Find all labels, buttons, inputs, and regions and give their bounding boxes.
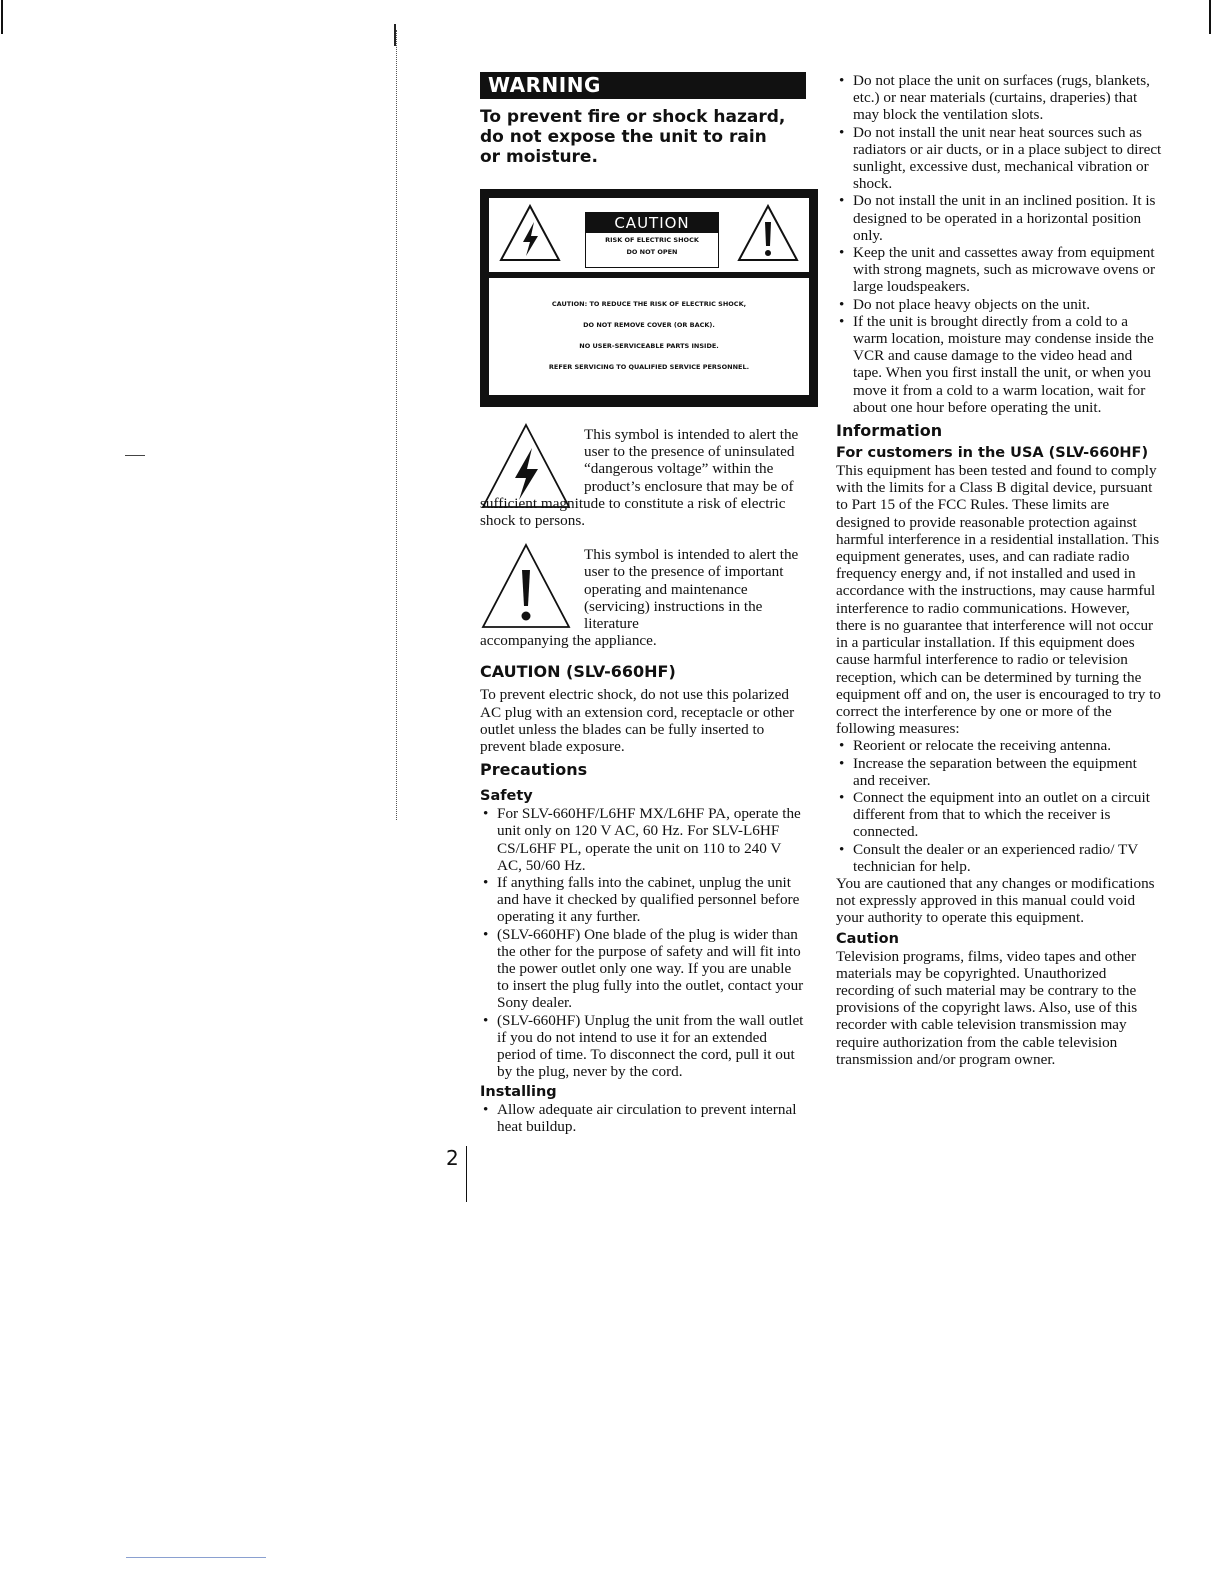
page-number: 2 xyxy=(446,1146,459,1170)
caution-label-inner xyxy=(585,212,719,268)
scan-bottom-line xyxy=(126,1557,266,1558)
exclamation-triangle-icon xyxy=(480,542,572,630)
list-item: • If anything falls into the cabinet, unplug the unit and have it checked by qualified personnel before operating it any further. xyxy=(480,874,806,926)
safety-list xyxy=(480,805,806,1080)
voltage-symbol-text: This symbol is intended to alert the user to the presence of uninsulated “dangerous voltage” within the product’s enclosure that may be of xyxy=(584,426,799,495)
caution-line-2: DO NOT REMOVE COVER (OR BACK). xyxy=(583,321,715,329)
warning-statement: To prevent fire or shock hazard, do not expose the unit to rain or moisture. xyxy=(480,107,786,167)
list-item: • Do not install the unit near heat sources such as radiators or air ducts, or in a place subject to direct sunlight, excessive dust, mechanical vibration or shock. xyxy=(836,124,1162,193)
list-item: • Connect the equipment into an outlet on a circuit different from that to which the receiver is connected. xyxy=(836,789,1162,841)
usa-customers-heading: For customers in the USA (SLV-660HF) xyxy=(836,445,1149,462)
list-item: • Do not place the unit on surfaces (rugs, blankets, etc.) or near materials (curtains, draperies) that may block the ventilation slots. xyxy=(836,72,1162,124)
lightning-triangle-icon xyxy=(480,422,572,510)
list-item: • (SLV-660HF) Unplug the unit from the wall outlet if you do not intend to use it for an extended period of time. To disconnect the cord, pull it out by the plug, never by the cord. xyxy=(480,1012,806,1081)
right-column xyxy=(836,72,1162,1068)
list-item: • Increase the separation between the equipment and receiver. xyxy=(836,755,1162,789)
caution-line-4: REFER SERVICING TO QUALIFIED SERVICE PERSONNEL. xyxy=(548,363,750,371)
lightning-triangle-icon xyxy=(499,204,561,262)
list-item: • Consult the dealer or an experienced radio/ TV technician for help. xyxy=(836,841,1162,875)
exclamation-triangle-icon xyxy=(737,204,799,262)
list-item: • For SLV-660HF/L6HF MX/L6HF PA, operate the unit only on 120 V AC, 60 Hz. For SLV-L6HF CS/L6HF PL, operate the unit on 110 to 240 V AC, 50/60 Hz. xyxy=(480,805,806,874)
exclamation-symbol-text-continued: accompanying the appliance. xyxy=(480,632,657,650)
installing-list-continued xyxy=(836,72,1162,416)
warning-title: WARNING xyxy=(488,73,601,97)
page-number-rule xyxy=(466,1146,467,1202)
caution-label-sub2: DO NOT OPEN xyxy=(626,248,678,256)
caution-label-header: CAUTION xyxy=(586,213,718,233)
caution-copyright-text: Television programs, films, video tapes and other materials may be copyrighted. Unauthorized recording of such material may be contrary to the provisions of the copyright laws. Also, use of this recorder with cable television transmission may require authorization from the cable television transmission and/or program owner. xyxy=(836,947,1138,1068)
list-item: • (SLV-660HF) One blade of the plug is wider than the other for the purpose of safety and will fit into the power outlet only one way. If you are unable to insert the plug fully into the outlet, contact your Sony dealer. xyxy=(480,926,806,1012)
warning-banner xyxy=(480,72,806,99)
caution-line-3: NO USER-SERVICEABLE PARTS INSIDE. xyxy=(579,342,719,350)
precautions-heading: Precautions xyxy=(480,760,588,780)
binding-dotted-line xyxy=(396,30,397,820)
information-heading: Information xyxy=(836,421,943,441)
exclamation-symbol-block xyxy=(480,546,806,649)
caution-line-1: CAUTION: TO REDUCE THE RISK OF ELECTRIC SHOCK, xyxy=(551,300,747,308)
list-item: • Do not install the unit in an inclined position. It is designed to be operated in a horizontal position only. xyxy=(836,192,1162,244)
installing-heading: Installing xyxy=(480,1083,557,1100)
installing-list xyxy=(480,1101,806,1135)
voltage-symbol-block xyxy=(480,426,806,529)
voltage-symbol-text-continued: sufficient magnitude to constitute a risk of electric shock to persons. xyxy=(480,494,786,530)
caution-slv-text: To prevent electric shock, do not use this polarized AC plug with an extension cord, receptacle or other outlet unless the blades can be fully inserted to prevent blade exposure. xyxy=(480,686,795,756)
usa-fcc-text: This equipment has been tested and found to comply with the limits for a Class B digital device, pursuant to Part 15 of the FCC Rules. These limits are designed to provide reasonable protection against harmful interference in a residential installation. This equipment generates, uses, and can radiate radio frequency energy and, if not installed and used in accordance with the instructions, may cause harmful interference to radio communications. However, there is no guarantee that interference will not occur in a particular installation. If this equipment does cause harmful interference to radio or television reception, which can be determined by turning the equipment off and on, the user is encouraged to try to correct the interference by one or more of the following measures: xyxy=(836,462,1161,738)
scan-edge-line-left xyxy=(1,0,3,34)
caution-label-sub1: RISK OF ELECTRIC SHOCK xyxy=(605,236,699,244)
caution-label-bottom xyxy=(489,278,809,395)
caution-slv-heading: CAUTION (SLV-660HF) xyxy=(480,662,676,682)
exclamation-symbol-text: This symbol is intended to alert the user to the presence of important operating and maintenance (servicing) instructions in the literature xyxy=(584,546,799,633)
binding-mark-top xyxy=(394,24,396,46)
usa-closing-text: You are cautioned that any changes or modifications not expressly approved in this manual could void your authority to operate this equipment. xyxy=(836,874,1155,927)
safety-heading: Safety xyxy=(480,788,533,805)
scan-edge-line-right xyxy=(1209,0,1211,34)
list-item: • If the unit is brought directly from a cold to a warm location, moisture may condense inside the VCR and cause damage to the video head and tape. When you first install the unit, or when you move it from a cold to a warm location, wait for about one hour before operating the unit. xyxy=(836,313,1162,416)
scan-dash-mark xyxy=(125,455,145,456)
list-item: • Do not place heavy objects on the unit. xyxy=(836,296,1162,313)
usa-measures-list xyxy=(836,737,1162,875)
left-column xyxy=(480,72,806,1135)
caution-label-box xyxy=(480,189,818,407)
list-item: • Allow adequate air circulation to prevent internal heat buildup. xyxy=(480,1101,806,1135)
list-item: • Reorient or relocate the receiving antenna. xyxy=(836,737,1162,754)
caution-label-top xyxy=(489,198,809,272)
caution-copyright-heading: Caution xyxy=(836,930,899,947)
list-item: • Keep the unit and cassettes away from equipment with strong magnets, such as microwave ovens or large loudspeakers. xyxy=(836,244,1162,296)
